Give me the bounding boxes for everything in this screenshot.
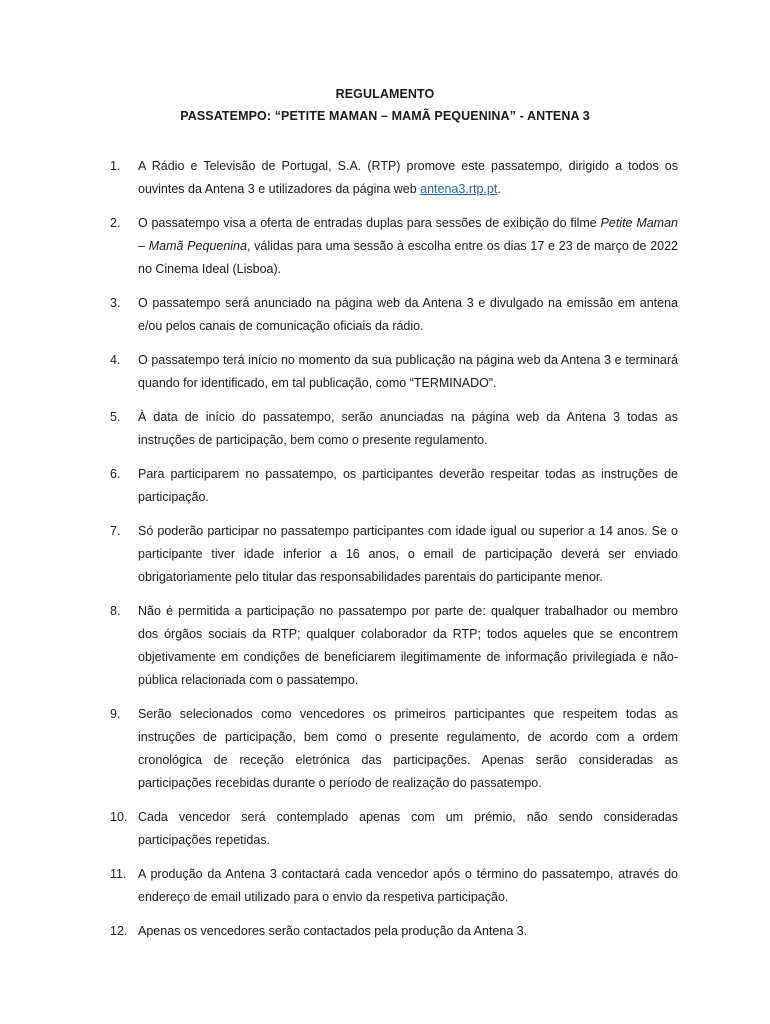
rule-text: A produção da Antena 3 contactará cada vencedor após o término do passatempo, através do endereço de email utilizado para o envio da respetiva participação.	[138, 867, 678, 904]
rule-number: 7.	[110, 524, 121, 538]
rule-text	[138, 212, 678, 281]
rule-item-4	[110, 349, 678, 395]
rule-text: Serão selecionados como vencedores os primeiros participantes que respeitem todas as instruções de participação, bem como o presente regulamento, de acordo com a ordem cronológica de receção eletrónica das participações. Apenas serão consideradas as participações recebidas durante o período de realização do passatempo.	[138, 707, 678, 790]
rule-text: À data de início do passatempo, serão anunciadas na página web da Antena 3 todas as instruções de participação, bem como o presente regulamento.	[138, 410, 678, 447]
rule-item-10	[110, 806, 678, 852]
rule-item-2	[110, 212, 678, 281]
rule-number: 1.	[110, 159, 121, 173]
rule-number: 12.	[110, 924, 128, 938]
rule-number: 4.	[110, 353, 121, 367]
rules-list	[110, 155, 678, 954]
rule-text-part: A Rádio e Televisão de Portugal, S.A. (RTP) promove este passatempo, dirigido a todos os ouvintes da Antena 3 e utilizadores da página web	[138, 159, 678, 196]
rule-item-9	[110, 703, 678, 795]
rule-number: 3.	[110, 296, 121, 310]
rule-text	[138, 155, 678, 201]
rule-item-12	[110, 920, 678, 943]
rule-item-5	[110, 406, 678, 452]
rule-item-6	[110, 463, 678, 509]
rule-number: 2.	[110, 216, 121, 230]
rule-text-part: .	[497, 182, 501, 196]
rule-item-8	[110, 600, 678, 692]
rule-text: Cada vencedor será contemplado apenas com um prémio, não sendo consideradas participações repetidas.	[138, 810, 678, 847]
rule-text: Só poderão participar no passatempo participantes com idade igual ou superior a 14 anos. Se o participante tiver idade inferior a 16 anos, o email de participação deverá ser enviado obrigatoriamente pelo titular das responsabilidades parentais do participante menor.	[138, 524, 678, 584]
rule-number: 11.	[110, 867, 127, 881]
rule-number: 8.	[110, 604, 121, 618]
rule-number: 9.	[110, 707, 121, 721]
rule-text: O passatempo será anunciado na página web da Antena 3 e divulgado na emissão em antena e/ou pelos canais de comunicação oficiais da rádio.	[138, 296, 678, 333]
document-title: REGULAMENTO	[335, 87, 435, 101]
rule-number: 6.	[110, 467, 121, 481]
rule-text: Apenas os vencedores serão contactados pela produção da Antena 3.	[138, 924, 528, 938]
rule-number: 5.	[110, 410, 121, 424]
rule-text: Não é permitida a participação no passatempo por parte de: qualquer trabalhador ou membro dos órgãos sociais da RTP; qualquer colaborador da RTP; todos aqueles que se encontrem objetivamente em condições de beneficiarem ilegitimamente de informação privilegiada e não-pública relacionada com o passatempo.	[138, 604, 678, 687]
rule-text: Para participarem no passatempo, os participantes deverão respeitar todas as instruções de participação.	[138, 467, 678, 504]
film-title: Petite Maman – Mamã Pequenina	[138, 216, 678, 253]
rule-number: 10.	[110, 810, 128, 824]
rule-item-1	[110, 155, 678, 201]
document-subtitle: PASSATEMPO: “PETITE MAMAN – MAMÃ PEQUENINA” - ANTENA 3	[180, 109, 590, 123]
antena3-link[interactable]: antena3.rtp.pt	[420, 182, 498, 196]
rule-text-part: , válidas para uma sessão à escolha entre os dias 17 e 23 de março de 2022 no Cinema Ideal (Lisboa).	[138, 239, 678, 276]
rule-item-7	[110, 520, 678, 589]
rule-text-part: O passatempo visa a oferta de entradas duplas para sessões de exibição do filme	[138, 216, 601, 230]
rule-item-3	[110, 292, 678, 338]
rule-text: O passatempo terá início no momento da sua publicação na página web da Antena 3 e terminará quando for identificado, em tal publicação, como “TERMINADO”.	[138, 353, 678, 390]
rule-item-11	[110, 863, 678, 909]
